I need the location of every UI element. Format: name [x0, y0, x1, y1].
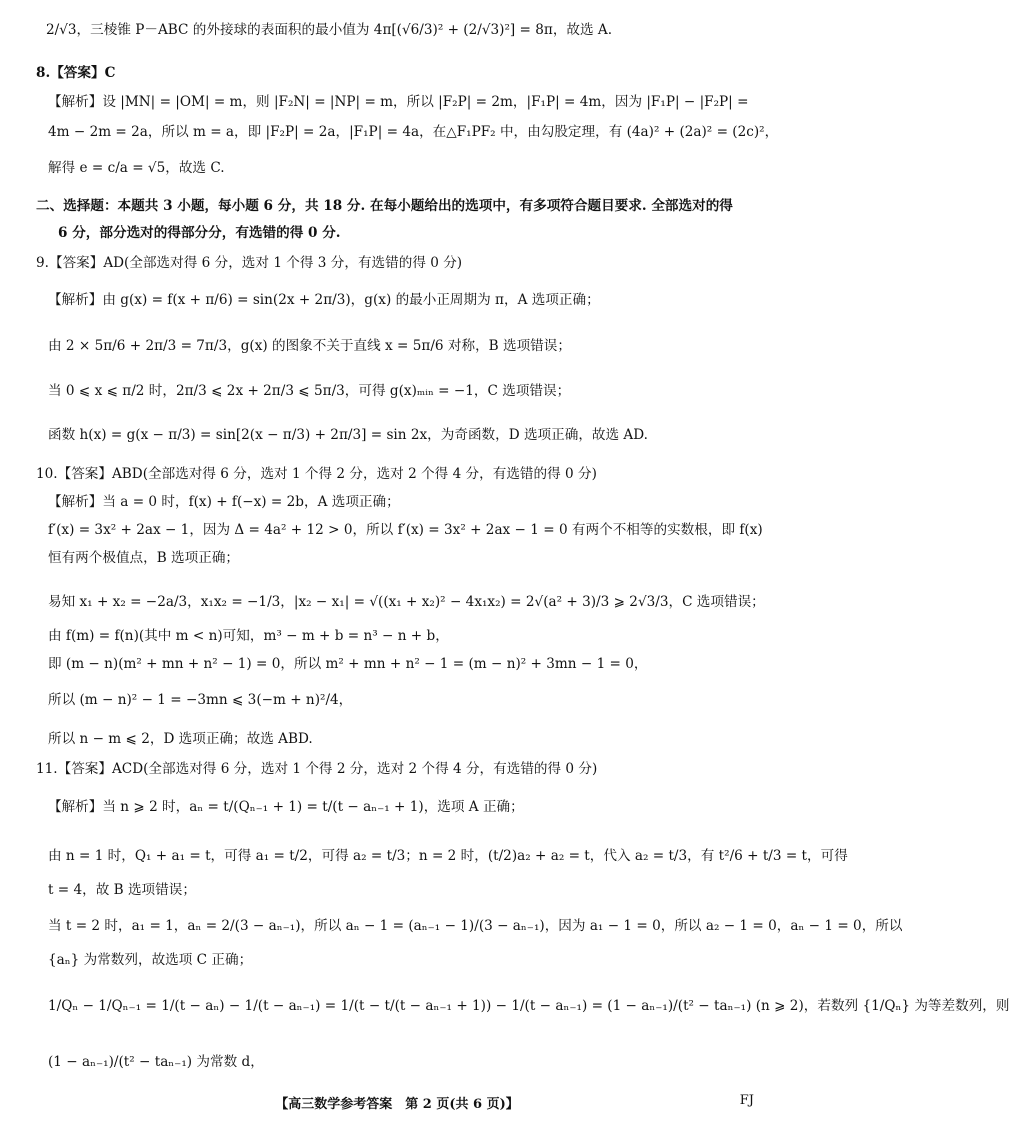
text-line: 9.【答案】AD(全部选对得 6 分，选对 1 个得 3 分，有选错的得 0 分): [36, 255, 463, 271]
text-line: 4m − 2m = 2a，所以 m = a，即 |F₂P| = 2a，|F₁P| = 4a，在△F₁PF₂ 中，由勾股定理，有 (4a)² + (2a)² = (2c)²，: [48, 124, 779, 140]
text-line: 由 2 × 5π/6 + 2π/3 = 7π/3，g(x) 的图象不关于直线 x = 5π/6 对称，B 选项错误；: [48, 338, 571, 354]
text-line: f′(x) = 3x² + 2ax − 1，因为 Δ = 4a² + 12 > 0，所以 f′(x) = 3x² + 2ax − 1 = 0 有两个不相等的实数根，即 f(x): [48, 522, 763, 538]
text-line: 由 n = 1 时，Q₁ + a₁ = t，可得 a₁ = t/2，可得 a₂ = t/3；n = 2 时，(t/2)a₂ + a₂ = t，代入 a₂ = t/3，有 t²/6 + t/3 = t，可得: [48, 848, 848, 864]
text-line: 11.【答案】ACD(全部选对得 6 分，选对 1 个得 2 分，选对 2 个得 4 分，有选错的得 0 分): [36, 761, 598, 777]
text-line: 易知 x₁ + x₂ = −2a/3，x₁x₂ = −1/3，|x₂ − x₁| = √((x₁ + x₂)² − 4x₁x₂) = 2√(a² + 3)/3 ⩾ 2√3/3，C 选项错误；: [48, 594, 765, 610]
text-line: 6 分，部分选对的得部分分，有选错的得 0 分.: [58, 225, 341, 241]
text-line: 【解析】当 n ⩾ 2 时，aₙ = t/(Qₙ₋₁ + 1) = t/(t − aₙ₋₁ + 1)，选项 A 正确；: [48, 799, 524, 815]
text-line: (1 − aₙ₋₁)/(t² − taₙ₋₁) 为常数 d，: [48, 1054, 264, 1070]
text-line: 8.【答案】C: [36, 65, 116, 81]
text-line: 1/Qₙ − 1/Qₙ₋₁ = 1/(t − aₙ) − 1/(t − aₙ₋₁) = 1/(t − t/(t − aₙ₋₁ + 1)) − 1/(t − aₙ₋₁) = (1 − aₙ₋₁)/(t² − taₙ₋₁) (n ⩾ 2)，若数列 {1/Qₙ} 为等差数列，则: [48, 998, 1009, 1014]
text-line: 即 (m − n)(m² + mn + n² − 1) = 0，所以 m² + mn + n² − 1 = (m − n)² + 3mn − 1 = 0，: [48, 656, 648, 672]
text-line: 恒有两个极值点，B 选项正确；: [48, 550, 240, 566]
text-line: 10.【答案】ABD(全部选对得 6 分，选对 1 个得 2 分，选对 2 个得 4 分，有选错的得 0 分): [36, 466, 597, 482]
text-line: 【解析】设 |MN| = |OM| = m，则 |F₂N| = |NP| = m，所以 |F₂P| = 2m，|F₁P| = 4m，因为 |F₁P| − |F₂P| =: [48, 94, 749, 110]
text-line: {aₙ} 为常数列，故选项 C 正确；: [48, 952, 253, 968]
text-line: 由 f(m) = f(n)(其中 m < n)可知，m³ − m + b = n³ − n + b，: [48, 628, 449, 644]
text-line: 所以 n − m ⩽ 2，D 选项正确；故选 ABD.: [48, 731, 313, 747]
text-line: 二、选择题：本题共 3 小题，每小题 6 分，共 18 分. 在每小题给出的选项中，有多项符合题目要求. 全部选对的得: [36, 198, 733, 214]
text-line: 函数 h(x) = g(x − π/3) = sin[2(x − π/3) + 2π/3] = sin 2x，为奇函数，D 选项正确，故选 AD.: [48, 427, 648, 443]
text-line: 当 0 ⩽ x ⩽ π/2 时，2π/3 ⩽ 2x + 2π/3 ⩽ 5π/3，可得 g(x)ₘᵢₙ = −1，C 选项错误；: [48, 383, 571, 399]
page-footer: [0, 1093, 794, 1113]
text-line: t = 4，故 B 选项错误；: [48, 882, 196, 898]
text-line: 【解析】当 a = 0 时，f(x) + f(−x) = 2b，A 选项正确；: [48, 494, 400, 510]
text-line: 【解析】由 g(x) = f(x + π/6) = sin(2x + 2π/3)，g(x) 的最小正周期为 π，A 选项正确；: [48, 292, 600, 308]
text-line: 解得 e = c/a = √5，故选 C.: [48, 160, 225, 176]
footer-page-label: 【高三数学参考答案 第 2 页(共 6 页)】: [275, 1097, 519, 1112]
text-line: 2/√3，三棱锥 P－ABC 的外接球的表面积的最小值为 4π[(√6/3)² + (2/√3)²] = 8π，故选 A.: [46, 22, 613, 38]
text-line: 所以 (m − n)² − 1 = −3mn ⩽ 3(−m + n)²/4，: [48, 692, 353, 708]
text-line: 当 t = 2 时，a₁ = 1，aₙ = 2/(3 − aₙ₋₁)，所以 aₙ − 1 = (aₙ₋₁ − 1)/(3 − aₙ₋₁)，因为 a₁ − 1 = 0，所以 a₂ − 1 = 0，aₙ − 1 = 0，所以: [48, 918, 903, 934]
footer-code: FJ: [739, 1093, 754, 1108]
